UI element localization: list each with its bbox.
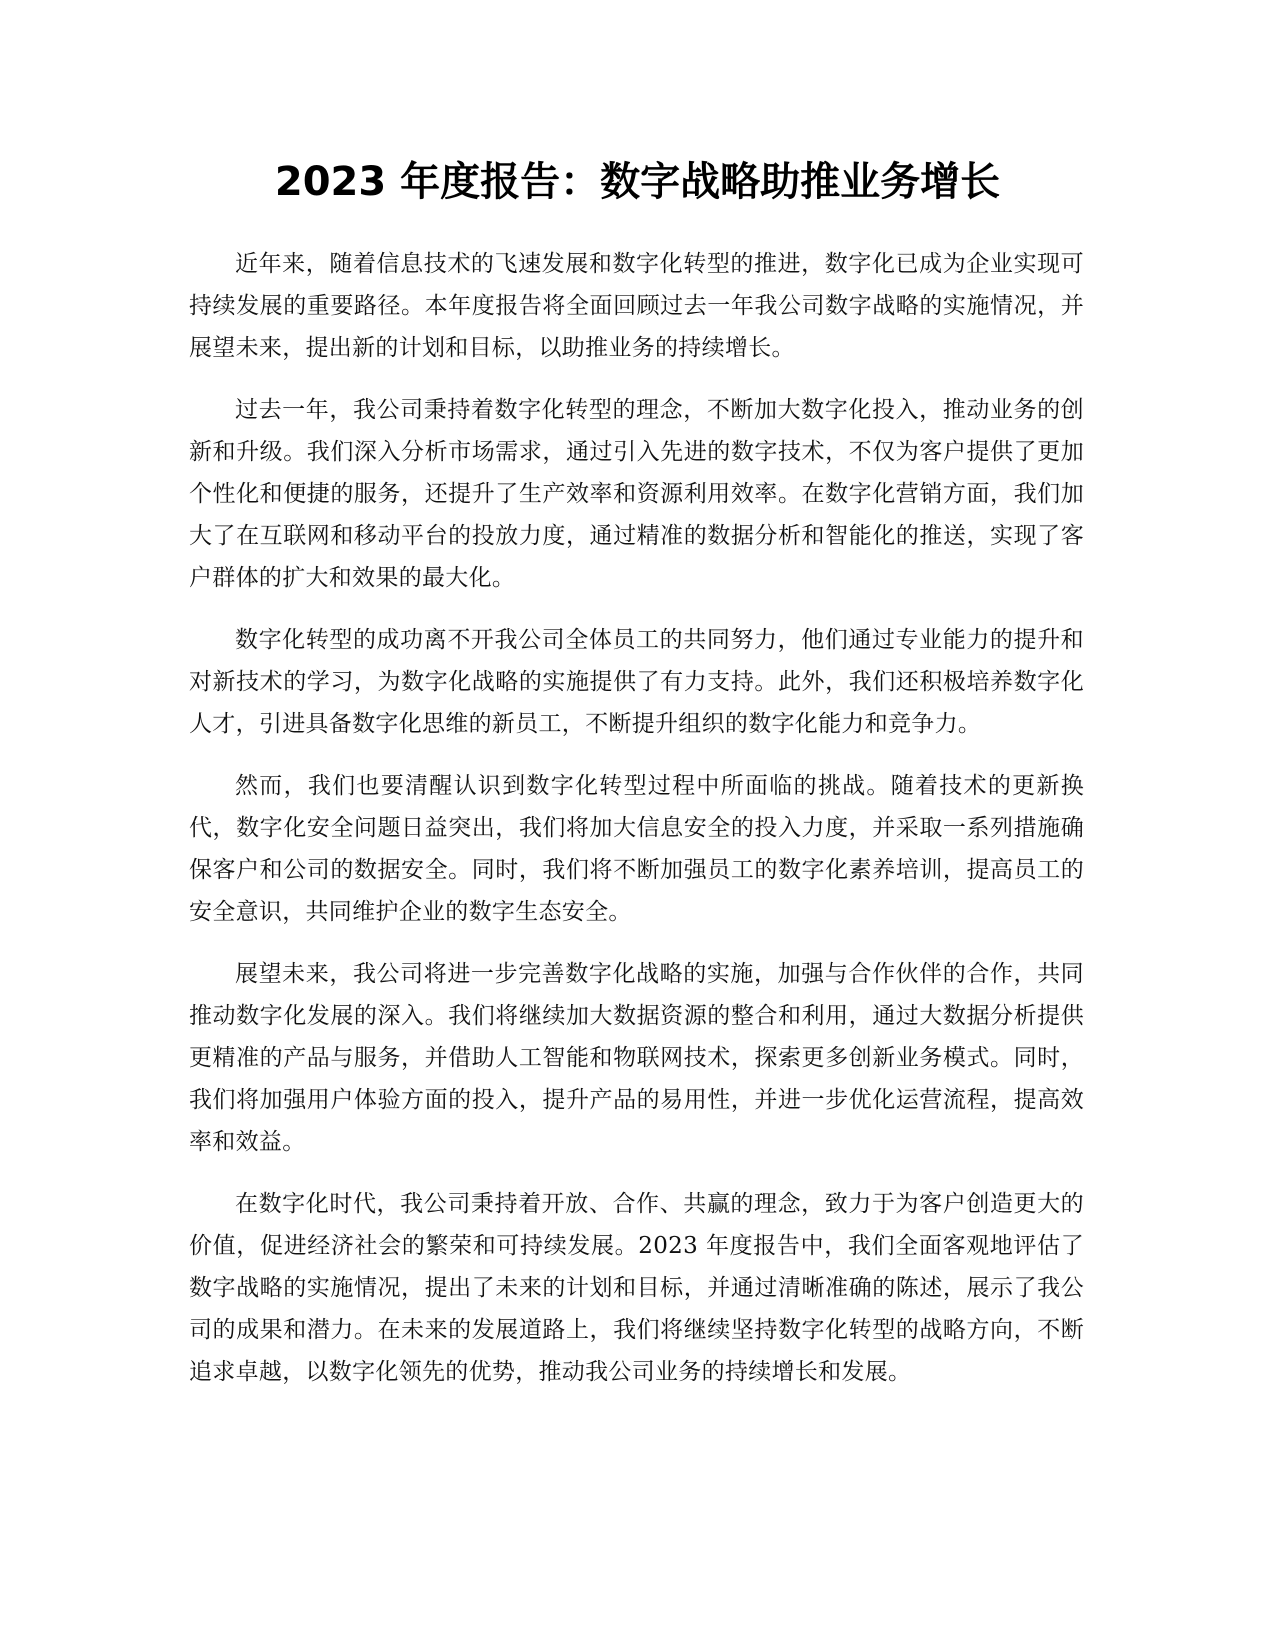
paragraph-employees: 数字化转型的成功离不开我公司全体员工的共同努力，他们通过专业能力的提升和对新技术的学习，为数字化战略的实施提供了有力支持。此外，我们还积极培养数字化人才，引进具备数字化思维的新员工，不断提升组织的数字化能力和竞争力。	[189, 627, 1084, 737]
paragraph-intro: 近年来，随着信息技术的飞速发展和数字化转型的推进，数字化已成为企业实现可持续发展的重要路径。本年度报告将全面回顾过去一年我公司数字战略的实施情况，并展望未来，提出新的计划和目标，以助推业务的持续增长。	[189, 251, 1084, 361]
document-body	[189, 243, 1084, 1413]
paragraph-conclusion: 在数字化时代，我公司秉持着开放、合作、共赢的理念，致力于为客户创造更大的价值，促进经济社会的繁荣和可持续发展。2023 年度报告中，我们全面客观地评估了数字战略的实施情况，提出了未来的计划和目标，并通过清晰准确的陈述，展示了我公司的成果和潜力。在未来的发展道路上，我们将继续坚持数字化转型的战略方向，不断追求卓越，以数字化领先的优势，推动我公司业务的持续增长和发展。	[189, 1191, 1084, 1385]
paragraph-challenges: 然而，我们也要清醒认识到数字化转型过程中所面临的挑战。随着技术的更新换代，数字化安全问题日益突出，我们将加大信息安全的投入力度，并采取一系列措施确保客户和公司的数据安全。同时，我们将不断加强员工的数字化素养培训，提高员工的安全意识，共同维护企业的数字生态安全。	[189, 773, 1084, 925]
paragraph-past-year: 过去一年，我公司秉持着数字化转型的理念，不断加大数字化投入，推动业务的创新和升级。我们深入分析市场需求，通过引入先进的数字技术，不仅为客户提供了更加个性化和便捷的服务，还提升了生产效率和资源利用效率。在数字化营销方面，我们加大了在互联网和移动平台的投放力度，通过精准的数据分析和智能化的推送，实现了客户群体的扩大和效果的最大化。	[189, 397, 1084, 591]
paragraph-outlook: 展望未来，我公司将进一步完善数字化战略的实施，加强与合作伙伴的合作，共同推动数字化发展的深入。我们将继续加大数据资源的整合和利用，通过大数据分析提供更精准的产品与服务，并借助人工智能和物联网技术，探索更多创新业务模式。同时，我们将加强用户体验方面的投入，提升产品的易用性，并进一步优化运营流程，提高效率和效益。	[189, 961, 1084, 1155]
document-title: 2023 年度报告：数字战略助推业务增长	[274, 159, 1001, 205]
